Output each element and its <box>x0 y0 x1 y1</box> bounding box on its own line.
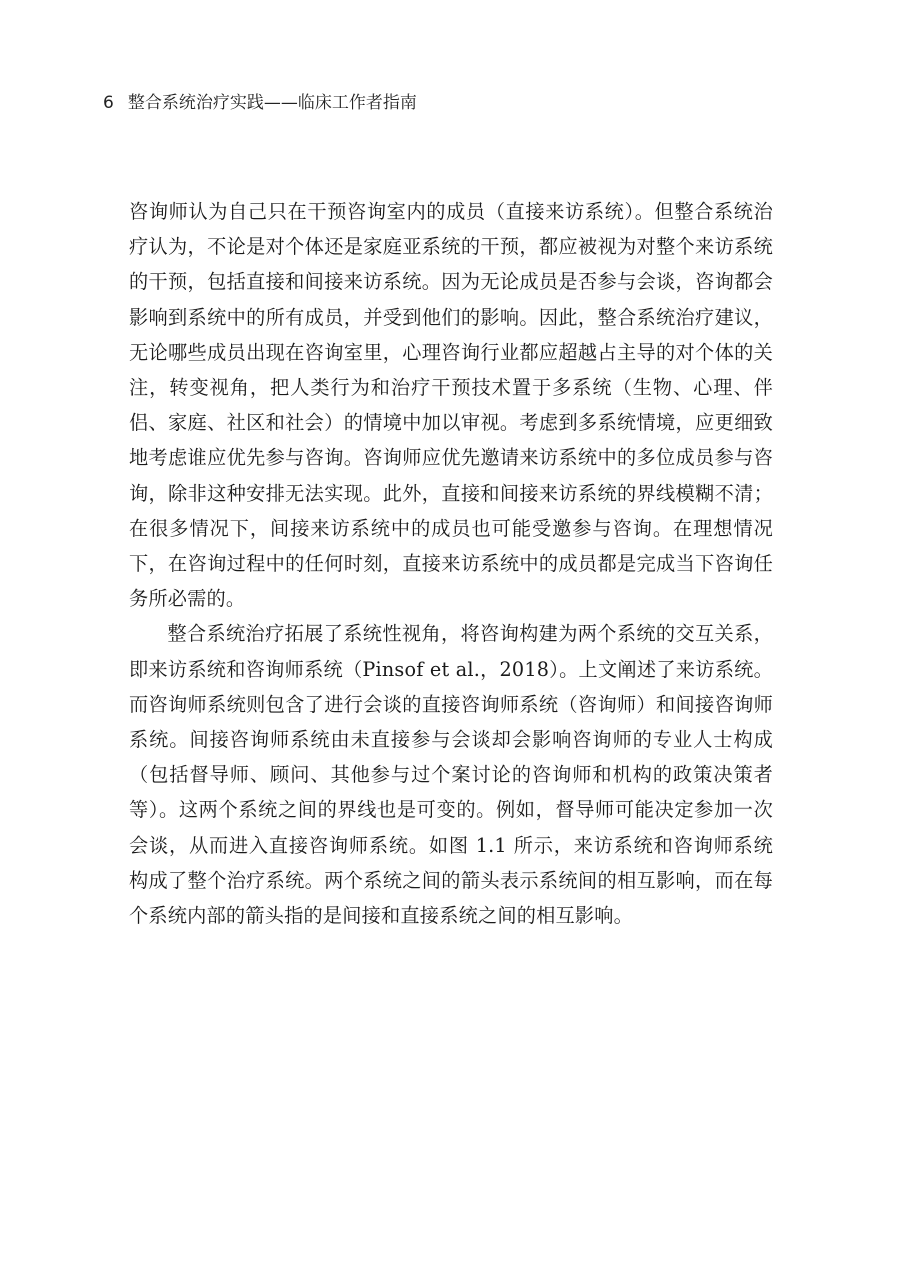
paragraph-continued: 咨询师认为自己只在干预咨询室内的成员（直接来访系统）。但整合系统治疗认为，不论是对个体还是家庭亚系统的干预，都应被视为对整个来访系统的干预，包括直接和间接来访系统。因为无论成员是否参与会谈，咨询都会影响到系统中的所有成员，并受到他们的影响。因此，整合系统治疗建议，无论哪些成员出现在咨询室里，心理咨询行业都应超越占主导的对个体的关注，转变视角，把人类行为和治疗干预技术置于多系统（生物、心理、伴侣、家庭、社区和社会）的情境中加以审视。考虑到多系统情境，应更细致地考虑谁应优先参与咨询。咨询师应优先邀请来访系统中的多位成员参与咨询，除非这种安排无法实现。此外，直接和间接来访系统的界线模糊不清；在很多情况下，间接来访系统中的成员也可能受邀参与咨询。在理想情况下，在咨询过程中的任何时刻，直接来访系统中的成员都是完成当下咨询任务所必需的。 <box>129 200 773 611</box>
body-text <box>129 194 773 933</box>
page-number: 6 <box>103 93 114 113</box>
paragraph: 整合系统治疗拓展了系统性视角，将咨询构建为两个系统的交互关系，即来访系统和咨询师系统（Pinsof et al.，2018）。上文阐述了来访系统。而咨询师系统则包含了进行会谈的直接咨询师系统（咨询师）和间接咨询师系统。间接咨询师系统由未直接参与会谈却会影响咨询师的专业人士构成（包括督导师、顾问、其他参与过个案讨论的咨询师和机构的政策决策者等）。这两个系统之间的界线也是可变的。例如，督导师可能决定参加一次会谈，从而进入直接咨询师系统。如图 1.1 所示，来访系统和咨询师系统构成了整个治疗系统。两个系统之间的箭头表示系统间的相互影响，而在每个系统内部的箭头指的是间接和直接系统之间的相互影响。 <box>129 622 773 928</box>
running-head <box>103 92 417 114</box>
running-title: 整合系统治疗实践——临床工作者指南 <box>127 93 417 113</box>
